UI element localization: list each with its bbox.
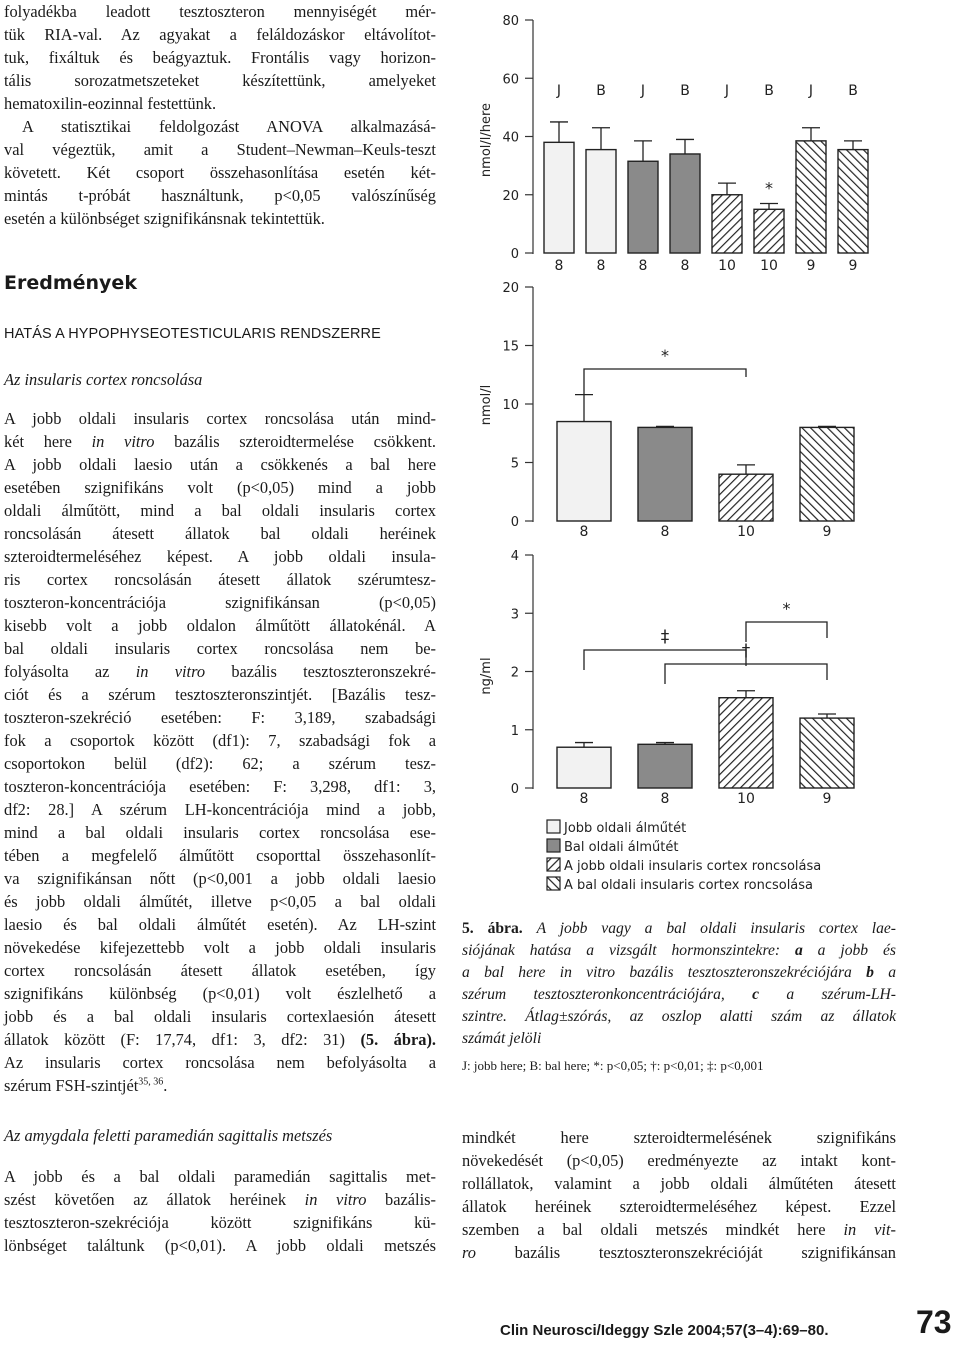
y-axis-label: nmol/l	[479, 384, 494, 426]
significance-bracket	[746, 622, 827, 642]
intro-line: hematoxilin-eozinnal festettünk.	[4, 94, 217, 113]
y-tick-label: 20	[502, 281, 519, 296]
y-tick-label: 0	[510, 515, 519, 530]
y-tick-label: 3	[510, 607, 519, 623]
y-axis-label: nmol/l/here	[479, 102, 494, 178]
right-line: szemben a bal oldali metszés mindkét here in vit-	[462, 1220, 896, 1239]
n-label: 8	[660, 524, 670, 540]
insular-line: kisebb volt a jobb oldalon álműtött állatokénál. A	[4, 616, 436, 635]
caption-line: szintre. Átlag±szórás, az oszlop alatti szám az állatok	[462, 1008, 896, 1025]
y-tick-label: 10	[502, 398, 519, 413]
n-label: 8	[579, 791, 589, 807]
y-tick-label: 80	[502, 14, 519, 29]
insular-line: toszteron-szekréció esetében: F: 3,189, szabadsági	[4, 708, 436, 727]
caption-line: siójának hatása a vizsgált hormonszintekre: a a jobb és	[462, 942, 896, 959]
page-number: 73	[916, 1304, 952, 1340]
insular-line: folyásolta az in vitro bazális tesztoszteronszekré-	[4, 662, 436, 681]
y-tick-label: 0	[510, 247, 519, 262]
legend-swatch	[547, 858, 560, 871]
chart-panel-c	[479, 549, 854, 807]
insular-line: két here in vitro bazális szteroidtermelése csökkent.	[4, 432, 436, 451]
insular-line: bal oldali insularis cortex roncsolása nem be-	[4, 639, 436, 658]
insular-line: mind a bal oldali insularis cortex roncsolása ese-	[4, 823, 436, 842]
significance-marker: †	[741, 641, 751, 661]
bar	[628, 161, 658, 253]
category-label: J	[808, 83, 814, 99]
n-label: 8	[638, 258, 648, 274]
intro-line: követett. Két csoport összehasonlítása esetén két-	[4, 163, 436, 182]
right-line: ro bazális tesztoszteronszekrécióját szignifikánsan	[462, 1243, 896, 1262]
n-label: 8	[596, 258, 606, 274]
subsection-heading: HATÁS A HYPOPHYSEOTESTICULARIS RENDSZERRE	[4, 326, 381, 342]
significance-bracket	[665, 664, 827, 684]
category-label: J	[556, 83, 562, 99]
bar	[557, 422, 611, 521]
n-label: 9	[806, 258, 816, 274]
legend-label: A jobb oldali insularis cortex roncsolása	[564, 859, 822, 874]
insular-line: cortex roncsolásán átesett állatok esetében, így	[4, 961, 436, 980]
legend-swatch	[547, 877, 560, 890]
insular-line: és jobb oldali álműtét, illetve p<0,05 a bal oldali	[4, 892, 436, 911]
n-label: 10	[718, 258, 736, 274]
insular-line: esetében szignifikáns volt (p<0,05) mind a jobb	[4, 478, 436, 497]
right-line: rollállatok, valamint a jobb oldali álműtéten átesett	[462, 1174, 896, 1193]
insular-line: szteroidtermeléséhez képest. A jobb oldali insula-	[4, 547, 436, 566]
insular-line: jobb és a bal oldali insularis cortexlaesión átesett	[4, 1007, 436, 1026]
y-tick-label: 1	[510, 723, 519, 739]
significance-marker: ‡	[660, 627, 670, 647]
caption-line: számát jelöli	[462, 1030, 542, 1047]
chart-panel-a	[479, 14, 868, 274]
y-tick-label: 2	[510, 665, 519, 681]
bar	[557, 747, 611, 788]
insular-line: csoportokon belül (df2): 62; a szérum tesz-	[4, 754, 436, 773]
insular-line: df2: 28.] A szérum LH-koncentrációja mind a jobb,	[4, 800, 436, 819]
n-label: 8	[579, 524, 589, 540]
n-label: 8	[660, 791, 670, 807]
category-label: B	[848, 83, 858, 99]
section-heading: Eredmények	[4, 272, 137, 294]
n-label: 9	[822, 524, 832, 540]
insular-line: toszteron-koncentrációja szignifikánsan (p<0,05)	[4, 593, 436, 612]
category-label: B	[596, 83, 606, 99]
insular-line: szignifikáns különbség (p<0,01) volt észlelhető a	[4, 984, 436, 1003]
insular-line: tében a megfelelő álműtött csoporttal összehasonlít-	[4, 846, 436, 865]
insular-line: ciót és a szérum tesztoszteronszintjét. [Bazális tesz-	[4, 685, 436, 704]
caption-label: 5. ábra.	[462, 920, 537, 937]
caption-line: 5. ábra. A jobb vagy a bal oldali insularis cortex lae-	[462, 920, 896, 937]
intro-line: mintás t-próbát használtunk, p<0,05 valószínűség	[4, 186, 436, 205]
bar	[719, 474, 773, 521]
significance-marker: *	[765, 178, 773, 198]
italic-heading-amygdala: Az amygdala feletti paramedián sagittalis metszés	[4, 1126, 333, 1145]
intro-line: tális sorozatmetszeteket készítettünk, amelyeket	[4, 71, 436, 90]
y-tick-label: 40	[502, 130, 519, 146]
intro-line: folyadékba leadott tesztoszteron mennyiségét mér-	[4, 2, 436, 21]
right-line: mindkét here szteroidtermelésének szignifikáns	[462, 1128, 896, 1147]
legend-label: Jobb oldali álműtét	[564, 821, 687, 836]
n-label: 10	[737, 791, 755, 807]
y-tick-label: 60	[502, 72, 519, 88]
y-tick-label: 15	[502, 339, 519, 355]
caption-line: szérum tesztoszteronkoncentrációjára, c a szérum-LH-	[462, 986, 896, 1003]
bar	[670, 154, 700, 253]
category-label: J	[724, 83, 730, 99]
legend-swatch	[547, 820, 560, 833]
y-tick-label: 20	[502, 188, 519, 204]
intro-line: A statisztikai feldolgozást ANOVA alkalmazásá-	[22, 117, 436, 136]
insular-line: A jobb oldali insularis cortex roncsolása után mind-	[4, 409, 436, 428]
bar	[638, 744, 692, 788]
bar	[800, 427, 854, 521]
insular-line: oldali álműtött, mind a bal oldali insularis cortex	[4, 501, 436, 520]
insular-line: szérum FSH-szintjét$^{35, 36}$.	[4, 1076, 168, 1095]
amygdala-text	[4, 1124, 436, 1257]
significance-marker: *	[782, 599, 791, 618]
intro-line: tük RIA-val. Az agyakat a feláldozáskor eltávolítot-	[4, 25, 436, 44]
intro-line: esetén a különbséget szignifikánsnak tekintettük.	[4, 209, 325, 228]
n-label: 10	[760, 258, 778, 274]
bar	[638, 427, 692, 521]
n-label: 9	[822, 791, 832, 807]
insular-line: állatok között (F: 17,74, df1: 3, df2: 31) (5. ábra).	[4, 1030, 437, 1049]
chart-panel-b	[479, 281, 854, 540]
insular-line: Az insularis cortex roncsolása nem befolyásolta a	[4, 1053, 436, 1072]
legend-swatch	[547, 839, 560, 852]
right-line: állatok heréinek szteroidtermeléséhez képest. Ezzel	[462, 1197, 896, 1216]
bar	[544, 142, 574, 253]
right-column-text	[462, 1126, 896, 1264]
journal-citation: Clin Neurosci/Ideggy Szle 2004;57(3–4):69–80.	[500, 1322, 829, 1339]
italic-heading-insular: Az insularis cortex roncsolása	[4, 370, 203, 389]
fsh-superscript: 35, 36	[138, 1076, 164, 1088]
bar	[754, 209, 784, 253]
legend-label: Bal oldali álműtét	[564, 840, 679, 855]
caption-line: a bal here in vitro bazális tesztoszteronszekréciójára b a	[462, 964, 896, 981]
amygdala-line: szést követően az állatok heréinek in vitro bazális-	[4, 1190, 436, 1209]
y-tick-label: 4	[510, 549, 519, 564]
significance-marker: *	[661, 346, 669, 365]
bar	[800, 718, 854, 788]
insular-line: roncsolásán átesett állatok bal oldali heréinek	[4, 524, 436, 543]
figure-caption	[462, 918, 896, 1050]
y-tick-label: 0	[510, 782, 519, 797]
bar	[838, 150, 868, 253]
y-tick-label: 5	[510, 456, 519, 472]
amygdala-line: tesztoszteron-szekréciója között szignifikáns kü-	[4, 1213, 436, 1232]
insular-line: toszteron-koncentrációja esetében: F: 3,298, df1: 3,	[4, 777, 436, 796]
amygdala-line: A jobb és a bal oldali paramedián sagittalis met-	[4, 1167, 436, 1186]
bar	[796, 141, 826, 253]
bar	[712, 195, 742, 253]
intro-line: val végeztük, amit a Student–Newman–Keuls-teszt	[4, 140, 436, 159]
insular-line: növekedése kifejezettebb volt a jobb oldali insularis	[4, 938, 436, 957]
insular-line: fok a csoportok között (df1): 7, szabadsági fok a	[4, 731, 436, 750]
amygdala-line: lönbséget találtunk (p<0,01). A jobb oldali metszés	[4, 1236, 436, 1255]
legend-label: A bal oldali insularis cortex roncsolása	[564, 878, 814, 893]
n-label: 8	[680, 258, 690, 274]
right-line: növekedését (p<0,05) eredményezte az intakt kont-	[462, 1151, 896, 1170]
bar	[586, 150, 616, 253]
category-label: B	[680, 83, 690, 99]
significance-bracket	[584, 369, 746, 395]
y-axis-label: ng/ml	[479, 657, 494, 695]
insular-line: A jobb oldali laesio után a csökkenés a bal here	[4, 455, 436, 474]
n-label: 9	[848, 258, 858, 274]
intro-line: tuk, fixáltuk és beágyaztuk. Frontális vagy horizon-	[4, 48, 436, 67]
n-label: 10	[737, 524, 755, 540]
category-label: B	[764, 83, 774, 99]
insular-line: laesio és bal oldali álműtét esetén). Az LH-szint	[4, 915, 436, 934]
bar	[719, 698, 773, 788]
category-label: J	[640, 83, 646, 99]
paragraph-amygdala	[4, 1165, 436, 1257]
insular-line: va szignifikánsan nőtt (p<0,001 a jobb oldali laesio	[4, 869, 436, 888]
n-label: 8	[554, 258, 564, 274]
insular-line: ris cortex roncsolásán átesett állatok szérumtesz-	[4, 570, 436, 589]
abbreviation-note: J: jobb here; B: bal here; *: p<0,05; †: p<0,01; ‡: p<0,001	[462, 1058, 764, 1073]
